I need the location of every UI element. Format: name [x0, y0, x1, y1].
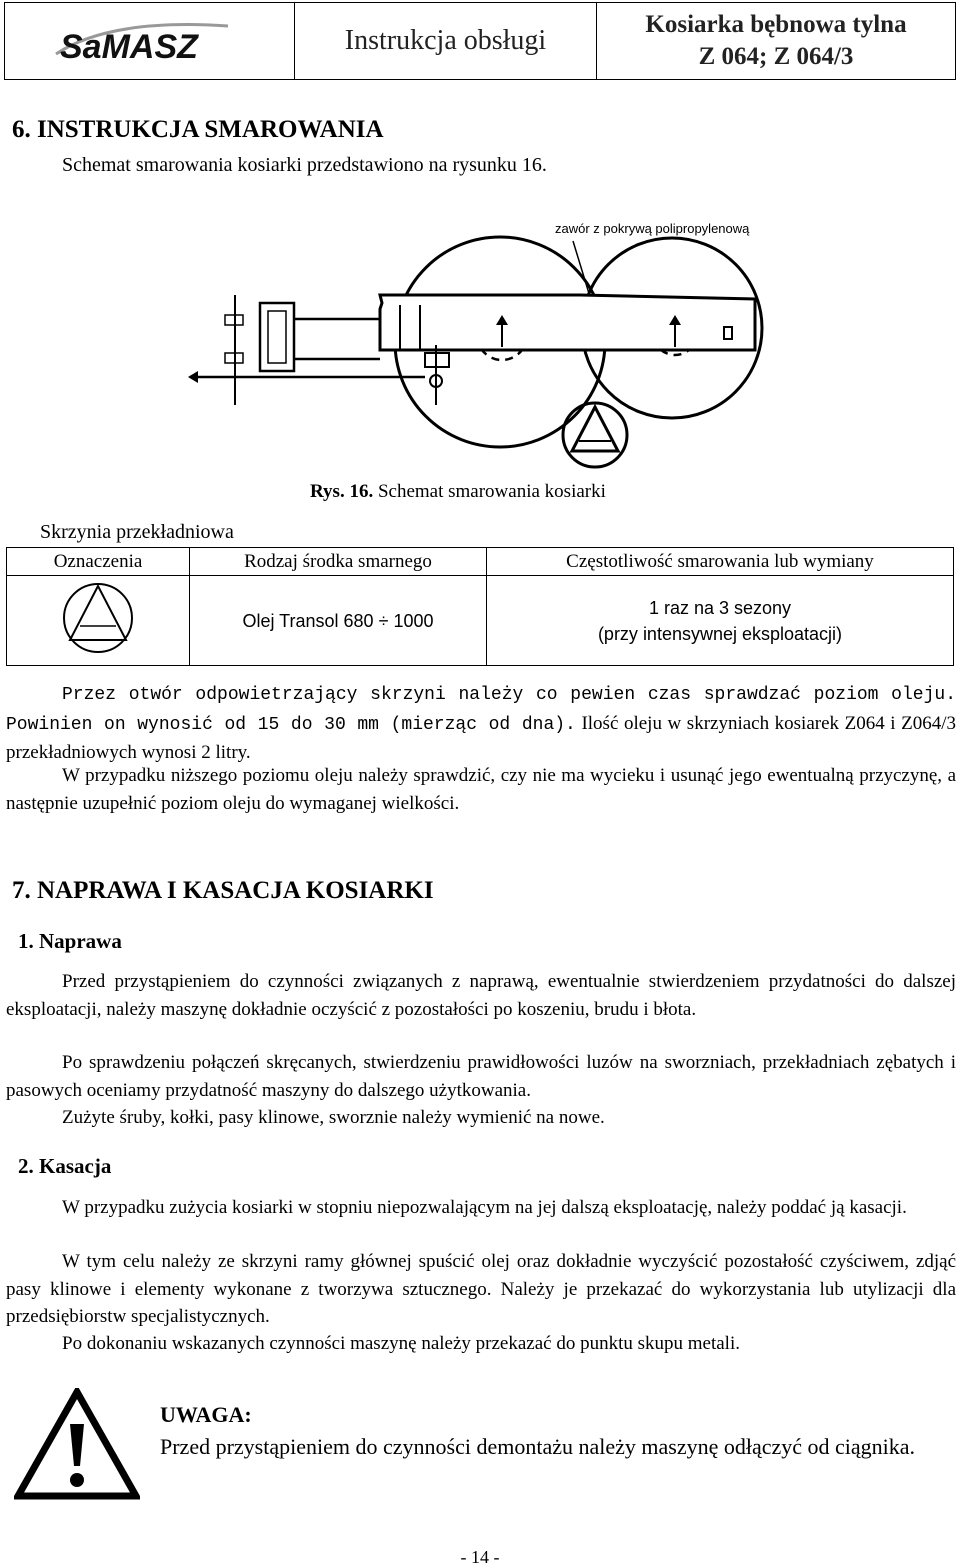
table-row: [7, 576, 954, 666]
page-header: [4, 2, 956, 80]
repair-paragraph-3: Zużyte śruby, kołki, pasy klinowe, sworznie należy wymienić na nowe.: [62, 1107, 605, 1128]
section-7-title: 7. NAPRAWA I KASACJA KOSIARKI: [12, 877, 434, 904]
caption-number: Rys. 16.: [310, 481, 374, 502]
lubrication-diagram: [180, 195, 810, 485]
product-title: [597, 3, 955, 79]
product-name: Kosiarka bębnowa tylna: [645, 11, 907, 38]
header-cell: Częstotliwość smarowania lub wymiany: [487, 548, 954, 576]
scrapping-paragraph-2: W tym celu należy ze skrzyni ramy głównej spuścić olej oraz dokładnie wyczyścić pozostałość czyściwem, zdjąć pasy klinowe i elementy wykonane z tworzywa sztucznego. Należy je przekazać do wykorzystania lub utylizacji dla przedsiębiorstw specjalistycznych.: [6, 1251, 956, 1327]
frequency-line-2: (przy intensywnej eksploatacji): [597, 623, 843, 644]
section-6-intro: Schemat smarowania kosiarki przedstawiono na rysunku 16.: [62, 154, 547, 176]
table-title: Skrzynia przekładniowa: [40, 521, 234, 543]
figure-caption: [310, 481, 606, 503]
scrapping-paragraph-3: Po dokonaniu wskazanych czynności maszynę należy przekazać do punktu skupu metali.: [62, 1333, 740, 1354]
gearbox-oil-icon: [60, 580, 136, 656]
warning-title: UWAGA:: [160, 1402, 252, 1427]
oil-leak-paragraph: W przypadku niższego poziomu oleju należy sprawdzić, czy nie ma wycieku i usunąć jego ewentualną przyczynę, a następnie uzupełnić poziom oleju do wymaganej wielkości.: [6, 765, 956, 814]
table-header-row: [7, 548, 954, 576]
oil-quantity-text: Ilość oleju w skrzyniach kosiarek Z064 i Z064/3 przekładniowych wynosi 2 litry.: [6, 712, 957, 763]
page-number: - 14 -: [460, 1547, 500, 1567]
doc-type: Instrukcja obsługi: [295, 3, 597, 79]
subsection-repair-title: 1. Naprawa: [18, 929, 122, 953]
diagram-callout: zawór z pokrywą polipropylenową: [555, 221, 750, 236]
subsection-scrapping-title: 2. Kasacja: [18, 1154, 112, 1178]
frequency-cell: [487, 576, 954, 666]
repair-paragraph-1: Przed przystąpieniem do czynności związanych z naprawą, ewentualnie stwierdzeniem przydatności do dalszej eksploatacji, należy maszynę dokładnie oczyścić z pozostałości po koszeniu, brudu i błota.: [6, 971, 956, 1020]
logo-text: SaMASZ: [59, 28, 198, 66]
header-cell: Oznaczenia: [7, 548, 190, 576]
warning-text: Przed przystąpieniem do czynności demontażu należy maszynę odłączyć od ciągnika.: [160, 1434, 916, 1459]
section-6-title: 6. INSTRUKCJA SMAROWANIA: [12, 116, 384, 143]
header-cell: Rodzaj środka smarnego: [190, 548, 487, 576]
warning-icon: [14, 1388, 140, 1500]
oil-check-text: Przez otwór odpowietrzający skrzyni należy co pewien czas sprawdzać poziom oleju. Powinien on wynosić od 15 do 30 mm (mierząc od dna).: [6, 685, 956, 735]
oil-type: Olej Transol 680 ÷ 1000: [190, 576, 487, 666]
oil-check-paragraph: [6, 680, 956, 767]
scrapping-paragraph-1: W przypadku zużycia kosiarki w stopniu niepozwalającym na jej dalszą eksploatację, należy poddać ją kasacji.: [62, 1197, 907, 1218]
symbol-cell: [7, 576, 190, 666]
lubrication-table: [6, 547, 954, 666]
samasz-logo: [50, 16, 250, 66]
product-model: Z 064; Z 064/3: [698, 43, 854, 70]
logo-cell: [5, 3, 295, 79]
repair-paragraph-2: Po sprawdzeniu połączeń skręcanych, stwierdzeniu prawidłowości luzów na sworzniach, przekładniach zębatych i pasowych oceniamy przydatność maszyny do dalszego użytkowania.: [6, 1052, 956, 1101]
caption-text: Schemat smarowania kosiarki: [377, 481, 606, 502]
frequency-line-1: 1 raz na 3 sezony: [648, 597, 792, 618]
